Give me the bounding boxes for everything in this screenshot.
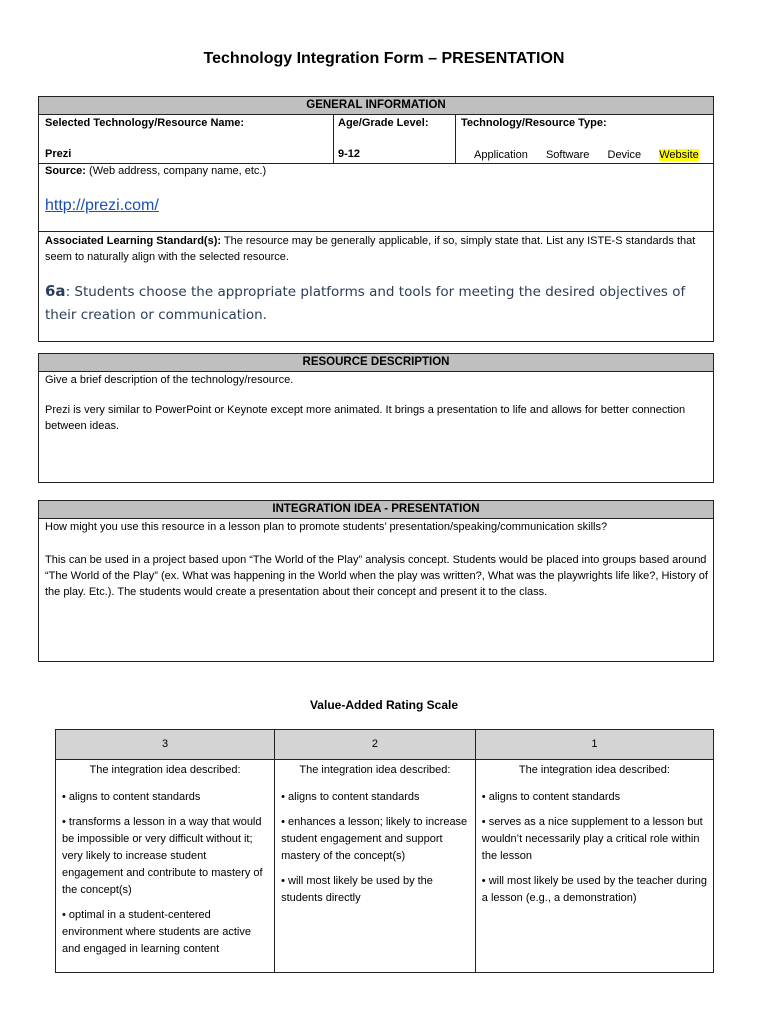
source-row [45, 165, 266, 177]
rating-bullet: • aligns to content standards [481, 791, 621, 803]
rating-intro: The integration idea described: [299, 764, 451, 776]
rating-bullet: • enhances a lesson; likely to increase student engagement and support mastery of the concept(s) [281, 816, 468, 862]
standards-hint: The resource may be generally applicable, if so, simply state that. List any ISTE-S standards that seem to naturally align with the selected resource. [45, 235, 696, 263]
source-hint: (Web address, company name, etc.) [89, 165, 267, 177]
name-label: Selected Technology/Resource Name: [45, 117, 245, 129]
type-label: Technology/Resource Type: [461, 117, 607, 129]
standards-instructions [45, 233, 709, 265]
general-information-section [38, 96, 714, 342]
rating-scale-table [55, 729, 714, 973]
rating-bullet: • will most likely be used by the teacher during a lesson (e.g., a demonstration) [481, 875, 707, 904]
rating-cell-1 [475, 760, 713, 973]
general-information-heading: GENERAL INFORMATION [39, 97, 713, 115]
rating-bullet: • aligns to content standards [281, 791, 420, 803]
resource-description-section [38, 353, 714, 483]
resource-answer: Prezi is very similar to PowerPoint or Keynote except more animated. It brings a presentation to life and allows for better connection between ideas. [45, 404, 686, 432]
resource-description-heading: RESOURCE DESCRIPTION [39, 354, 713, 372]
type-option-application: Application [474, 149, 528, 161]
row-divider [39, 163, 713, 164]
source-link-wrap [45, 197, 159, 215]
integration-idea-heading: INTEGRATION IDEA - PRESENTATION [39, 501, 713, 519]
rating-intro: The integration idea described: [518, 764, 670, 776]
standard-code: 6a [45, 282, 66, 300]
source-link[interactable]: http://prezi.com/ [45, 197, 159, 214]
rating-header-3: 3 [56, 730, 275, 760]
rating-bullet: • optimal in a student-centered environment where students are active and engaged in learning content [62, 909, 251, 955]
rating-bullet: • will most likely be used by the students directly [281, 875, 433, 904]
type-option-software: Software [545, 149, 590, 161]
type-option-website-selected: Website [659, 149, 699, 161]
standard-statement [45, 280, 709, 327]
type-options [474, 149, 699, 161]
rating-cell-2 [275, 760, 476, 973]
name-value: Prezi [45, 148, 72, 160]
row-divider [39, 231, 713, 232]
rating-header-2: 2 [275, 730, 476, 760]
rating-scale-title: Value-Added Rating Scale [309, 698, 459, 712]
source-label: Source: [45, 165, 86, 177]
standard-text: : Students choose the appropriate platforms and tools for meeting the desired objectives of their creation or communication. [45, 284, 686, 323]
age-label: Age/Grade Level: [338, 117, 429, 129]
rating-header-1: 1 [475, 730, 713, 760]
rating-bullet: • transforms a lesson in a way that would be impossible or very difficult without it; very likely to increase student engagement and contribute to mastery of the concept(s) [62, 816, 263, 896]
age-value: 9-12 [338, 148, 361, 160]
page-title: Technology Integration Form – PRESENTATION [203, 50, 565, 67]
column-divider [333, 114, 334, 163]
resource-prompt: Give a brief description of the technology/resource. [45, 374, 294, 386]
rating-bullet: • serves as a nice supplement to a lesson but wouldn’t necessarily play a critical role within the lesson [481, 816, 703, 862]
type-option-device: Device [607, 149, 642, 161]
rating-bullet: • aligns to content standards [62, 791, 201, 803]
integration-idea-section [38, 500, 714, 662]
rating-intro: The integration idea described: [89, 764, 241, 776]
rating-cell-3 [56, 760, 275, 973]
integration-answer: This can be used in a project based upon “The World of the Play” analysis concept. Students would be placed into groups based around “The World of the Play” (ex. What was happening in the World when the play was written?, What was the playwrights life like?, History of the play. Etc.). The students would create a presentation about their concept and present it to the class. [45, 554, 708, 598]
column-divider [455, 114, 456, 163]
integration-prompt: How might you use this resource in a lesson plan to promote students’ presentation/speaking/communication skills? [45, 521, 608, 533]
standards-label: Associated Learning Standard(s): [45, 235, 222, 247]
